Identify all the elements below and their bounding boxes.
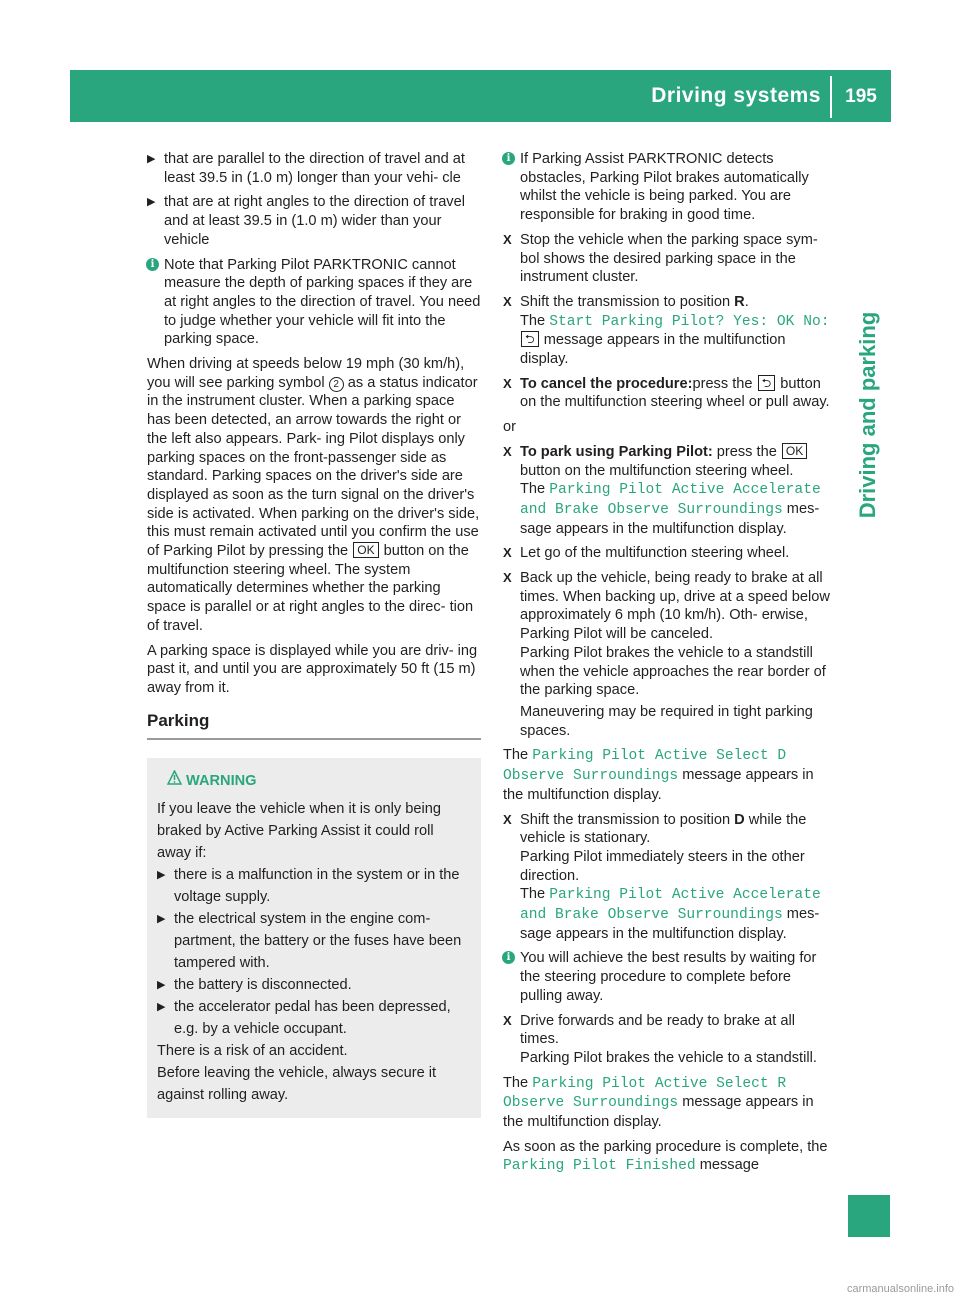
display-message: Parking Pilot Active Select R Observe Surroundings xyxy=(503,1075,787,1112)
watermark: carmanualsonline.info xyxy=(846,1283,954,1295)
step: X Shift the transmission to position R. The Start Parking Pilot? Yes: OK No: ⮌ message appears in the multifunction display. xyxy=(503,293,830,368)
step-detail: Maneuvering may be required in tight parking spaces. xyxy=(520,703,813,739)
paragraph: A parking space is displayed while you are driv- ing past it, and until you are approximately 50 ft (15 m) away from it. xyxy=(147,642,478,696)
warning-advice: Before leaving the vehicle, always secure it against rolling away. xyxy=(157,1065,437,1104)
step-detail: Parking Pilot immediately steers in the other direction. xyxy=(520,848,805,884)
list-item: ▶ the accelerator pedal has been depressed, e.g. by a vehicle occupant. xyxy=(157,999,451,1038)
left-column xyxy=(147,150,481,1118)
parking-symbol-icon: 2 xyxy=(329,377,344,392)
ok-key-icon: OK xyxy=(353,542,378,558)
display-message: Parking Pilot Active Accelerate and Brake Observe Surroundings xyxy=(520,887,821,924)
step-detail: Parking Pilot brakes the vehicle to a standstill. xyxy=(520,1049,817,1066)
display-message: Parking Pilot Active Select D Observe Surroundings xyxy=(503,748,787,785)
back-key-icon: ⮌ xyxy=(758,375,776,391)
step: X Stop the vehicle when the parking space sym- bol shows the desired parking space in the instrument cluster. xyxy=(503,231,818,286)
back-key-icon: ⮌ xyxy=(521,331,539,347)
step: X To cancel the procedure:press the ⮌ button on the multifunction steering wheel or pull away. xyxy=(503,375,830,411)
info-icon: i xyxy=(146,258,159,271)
step: X Drive forwards and be ready to brake at all times. Parking Pilot brakes the vehicle to a standstill. xyxy=(503,1012,834,1068)
page-number: 195 xyxy=(845,86,877,107)
section-heading: Parking xyxy=(147,712,481,741)
info-icon: i xyxy=(502,951,515,964)
header-divider xyxy=(830,76,832,118)
list-item: ▶ that are parallel to the direction of travel and at least 39.5 in (1.0 m) longer than your vehi- cle xyxy=(147,151,465,186)
paragraph: When driving at speeds below 19 mph (30 km/h), you will see parking symbol 2 as a status indicator in the instrument cluster. When a parking space has been detected, an arrow towards the right or the left also appears. Park- ing Pilot displays only parking spaces on the front-passenger side as standard. Parking spaces on the driver's side are displayed as soon as the turn signal on the driver's side is activated. When parking on the driver's side, this must remain activated until you confirm the use of Parking Pilot by pressing the OK button on the multifunction steering wheel. The system automatically determines whether the parking space is parallel or at right angles to the direc- tion of travel. xyxy=(147,356,480,634)
info-note: i If Parking Assist PARKTRONIC detects obstacles, Parking Pilot brakes automatically whilst the vehicle is being parked. You are responsible for braking in good time. xyxy=(503,150,834,225)
chapter-tab-label: Driving and parking xyxy=(855,311,880,519)
step: X Shift the transmission to position D while the vehicle is stationary. Parking Pilot immediately steers in the other direction. The Parking Pilot Active Accelerate and Brake Observe Surroundings mes- sage appears in the multifunction display. xyxy=(503,811,834,944)
section-title: Driving systems xyxy=(651,84,821,107)
step-detail: Parking Pilot brakes the vehicle to a standstill when the vehicle approaches the rear border of the parking space. xyxy=(520,644,826,699)
display-message: Start Parking Pilot? Yes: OK No: xyxy=(549,313,830,330)
info-note: i Note that Parking Pilot PARKTRONIC cannot measure the depth of parking spaces if they are at right angles to the direction of travel. You need to judge whether your vehicle will fit into the parking space. xyxy=(147,256,481,350)
chapter-marker xyxy=(848,1195,890,1237)
step: X To park using Parking Pilot: press the OK button on the multifunction steering wheel. The Parking Pilot Active Accelerate and Brake Observe Surroundings mes- sage appears in the multifunction display. xyxy=(503,443,821,537)
paragraph: or xyxy=(503,419,516,436)
paragraph: The Parking Pilot Active Select R Observe Surroundings message appears in the multifunction display. xyxy=(503,1074,814,1131)
warning-intro: If you leave the vehicle when it is only being braked by Active Parking Assist it could roll away if: xyxy=(157,801,441,862)
chapter-tab xyxy=(848,250,888,580)
warning-box xyxy=(147,758,481,1118)
warning-risk: There is a risk of an accident. xyxy=(157,1043,348,1060)
paragraph: As soon as the parking procedure is complete, the Parking Pilot Finished message xyxy=(503,1138,828,1175)
list-item: ▶ there is a malfunction in the system or in the voltage supply. xyxy=(157,867,460,906)
display-message: Parking Pilot Active Accelerate and Brake Observe Surroundings xyxy=(520,482,821,518)
display-message: Parking Pilot Finished xyxy=(503,1158,696,1175)
list-item: ▶ the electrical system in the engine com- partment, the battery or the fuses have been tampered with. xyxy=(157,911,462,972)
info-note: i You will achieve the best results by waiting for the steering procedure to complete before pulling away. xyxy=(503,949,834,1005)
warning-heading: WARNING xyxy=(157,770,471,792)
warning-triangle-icon xyxy=(167,770,182,785)
paragraph: The Parking Pilot Active Select D Observe Surroundings message appears in the multifunction display. xyxy=(503,747,814,803)
step: X Let go of the multifunction steering wheel. xyxy=(503,545,790,562)
right-column xyxy=(503,150,834,1182)
step: X Back up the vehicle, being ready to brake at all times. When backing up, drive at a speed below approximately 6 mph (10 km/h). Oth- erwise, Parking Pilot will be canceled. Parking Pilot brakes the vehicle to a standstill when the vehicle approaches the rear border of the parking space. Maneuvering may be required in tight parking spaces. xyxy=(503,569,834,740)
ok-key-icon: OK xyxy=(782,443,807,459)
list-item: ▶ the battery is disconnected. xyxy=(157,977,352,994)
step-detail: The Parking Pilot Active Accelerate and Brake Observe Surroundings mes- sage appears in the multifunction display. xyxy=(520,886,821,942)
list-item: ▶ that are at right angles to the direction of travel and at least 39.5 in (1.0 m) wider than your vehicle xyxy=(147,194,465,248)
info-icon: i xyxy=(502,152,515,165)
